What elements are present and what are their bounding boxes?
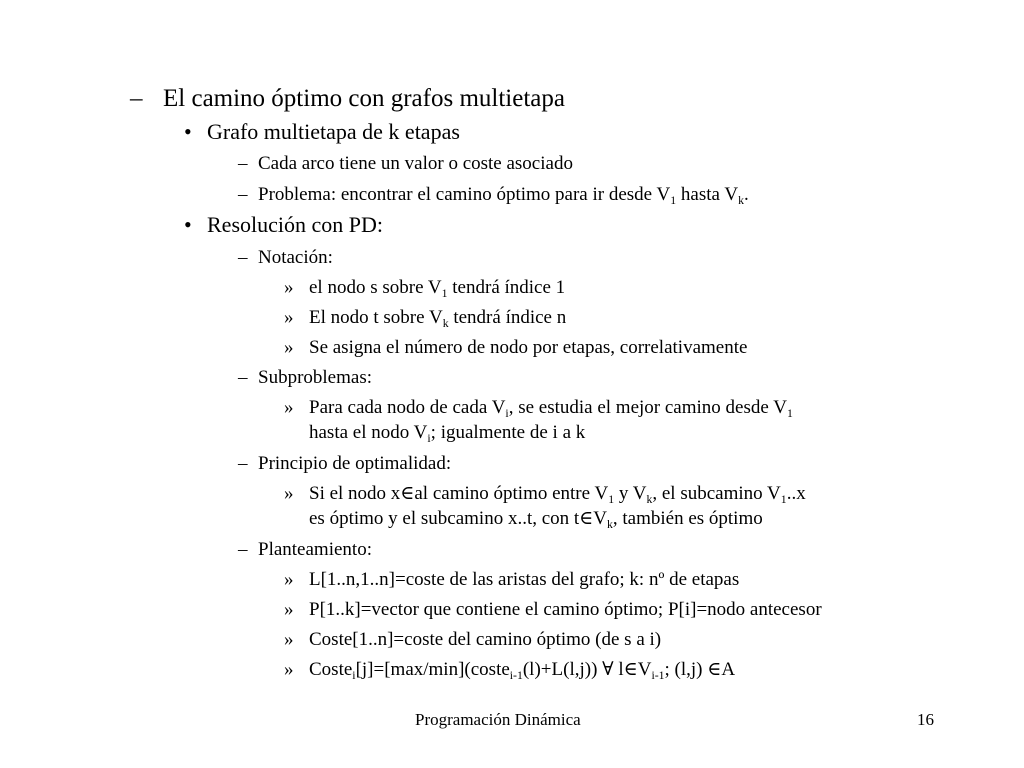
item-2-marker: – [238, 153, 248, 174]
item-3-marker: – [238, 184, 248, 205]
item-5-marker: – [238, 247, 248, 268]
item-10-marker: » [284, 397, 294, 418]
item-13-marker: » [284, 483, 294, 504]
item-8-marker: » [284, 337, 294, 358]
item-8-text: Se asigna el número de nodo por etapas, correlativamente [309, 337, 748, 358]
item-17-marker: » [284, 599, 294, 620]
item-1-marker: • [184, 119, 192, 144]
item-6-marker: » [284, 277, 294, 298]
item-4-text: Resolución con PD: [207, 212, 383, 237]
item-19-marker: » [284, 659, 294, 680]
item-16-text: L[1..n,1..n]=coste de las aristas del grafo; k: nº de etapas [309, 569, 740, 590]
item-7-marker: » [284, 307, 294, 328]
page-number: 16 [917, 710, 934, 729]
item-2-text: Cada arco tiene un valor o coste asociado [258, 153, 573, 174]
item-6-text: el nodo s sobre $V_1$ tendrá índice 1 [309, 277, 566, 300]
item-0-text: El camino óptimo con grafos multietapa [163, 85, 565, 112]
item-15-marker: – [238, 539, 248, 560]
item-14-text: es óptimo y el subcamino x..t, con $t\in V_k$, también es óptimo [309, 508, 763, 531]
item-15-text: Planteamiento: [258, 539, 372, 560]
item-12-text: Principio de optimalidad: [258, 453, 452, 474]
footer-title: Programación Dinámica [415, 710, 581, 729]
item-5-text: Notación: [258, 247, 333, 268]
item-13-text: Si el nodo x∈al camino óptimo entre $V_1$ y $V_k$, el subcamino $V_1..x$ [309, 483, 806, 506]
item-3-text: Problema: encontrar el camino óptimo para ir desde $V_1$ hasta $V_k$. [258, 184, 749, 207]
item-9-text: Subproblemas: [258, 367, 372, 388]
item-1-text: Grafo multietapa de k etapas [207, 119, 460, 144]
item-9-marker: – [238, 367, 248, 388]
item-18-marker: » [284, 629, 294, 650]
item-17-text: P[1..k]=vector que contiene el camino óptimo; P[i]=nodo antecesor [309, 599, 822, 620]
item-10-text: Para cada nodo de cada $V_i$, se estudia el mejor camino desde $V_1$ [309, 397, 793, 420]
item-19-text: Coste$_i$[j]=[max/min](coste$_{i-1}$(l)+L(l,j)) ∀ $l\in V_{i-1}$; (l,j) ∈A [309, 659, 736, 682]
item-11-text: hasta el nodo $V_i$; igualmente de i a k [309, 422, 586, 445]
item-0-marker: – [130, 85, 143, 112]
item-4-marker: • [184, 212, 192, 237]
item-7-text: El nodo t sobre $V_k$ tendrá índice n [309, 307, 567, 330]
item-12-marker: – [238, 453, 248, 474]
item-18-text: Coste[1..n]=coste del camino óptimo (de s a i) [309, 629, 662, 650]
item-16-marker: » [284, 569, 294, 590]
